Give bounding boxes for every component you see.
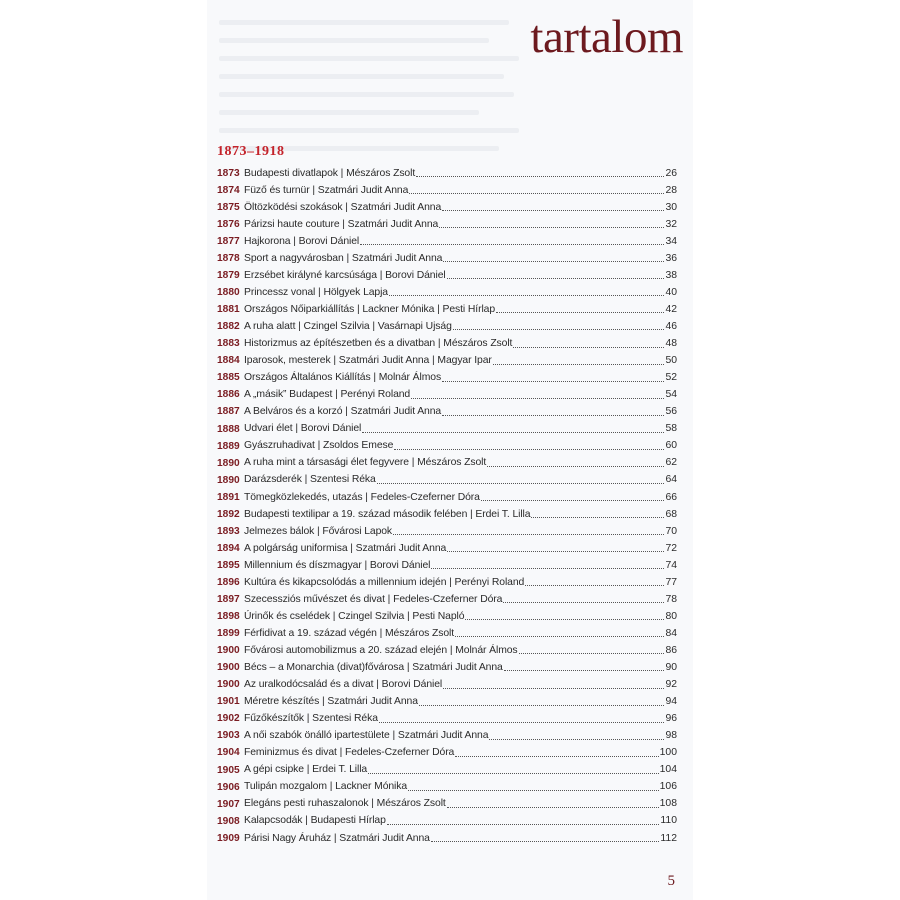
toc-title: Országos Nőiparkiállítás | Lackner Mónika | Pesti Hírlap xyxy=(244,303,496,315)
section-heading: 1873–1918 xyxy=(217,144,285,159)
toc-year: 1891 xyxy=(217,491,240,503)
toc-title: Princessz vonal | Hölgyek Lapja xyxy=(244,286,388,298)
book-page xyxy=(207,0,693,900)
toc-title: A ruha alatt | Czingel Szilvia | Vasárnapi Ujság xyxy=(244,321,452,333)
toc-year: 1905 xyxy=(217,764,240,776)
toc-entry xyxy=(217,708,677,725)
toc-year: 1907 xyxy=(217,798,240,810)
toc-year: 1878 xyxy=(217,253,240,265)
toc-title: Az uralkodócsalád és a divat | Borovi Dániel xyxy=(244,679,443,691)
toc-title: A női szabók önálló ipartestülete | Szatmári Judit Anna xyxy=(244,730,489,742)
toc-page: 42 xyxy=(665,303,677,315)
dot-leader xyxy=(394,449,664,450)
toc-page: 80 xyxy=(665,610,677,622)
toc-page: 106 xyxy=(659,781,677,793)
dot-leader xyxy=(442,210,664,211)
dot-leader xyxy=(431,841,660,842)
toc-page: 96 xyxy=(665,713,677,725)
show-through-text xyxy=(219,20,519,164)
dot-leader xyxy=(493,364,665,365)
dot-leader xyxy=(513,347,664,348)
toc-year: 1908 xyxy=(217,815,240,827)
dot-leader xyxy=(453,329,665,330)
toc-entry xyxy=(217,656,677,673)
dot-leader xyxy=(443,261,664,262)
toc-entry xyxy=(217,367,677,384)
toc-year: 1890 xyxy=(217,457,240,469)
dot-leader xyxy=(455,636,664,637)
toc-title: Darázsderék | Szentesi Réka xyxy=(244,474,376,486)
toc-entry xyxy=(217,281,677,298)
toc-page: 46 xyxy=(665,321,677,333)
toc-year: 1909 xyxy=(217,832,240,844)
toc-entry xyxy=(217,554,677,571)
dot-leader xyxy=(368,773,659,774)
toc-title: Gyászruhadivat | Zsoldos Emese xyxy=(244,440,394,452)
toc-title: Úrinők és cselédek | Czingel Szilvia | Pesti Napló xyxy=(244,610,465,622)
toc-page: 108 xyxy=(659,798,677,810)
dot-leader xyxy=(447,551,664,552)
toc-entry xyxy=(217,691,677,708)
dot-leader xyxy=(519,653,665,654)
dot-leader xyxy=(409,193,664,194)
toc-title: Párisi Nagy Áruház | Szatmári Judit Anna xyxy=(244,832,430,844)
toc-entry xyxy=(217,776,677,793)
toc-entry xyxy=(217,418,677,435)
page-title: tartalom xyxy=(530,11,683,63)
toc-page: 64 xyxy=(665,474,677,486)
dot-leader xyxy=(447,278,665,279)
dot-leader xyxy=(487,466,664,467)
dot-leader xyxy=(442,381,664,382)
toc-entry xyxy=(217,179,677,196)
dot-leader xyxy=(439,227,664,228)
toc-year: 1894 xyxy=(217,542,240,554)
toc-entry xyxy=(217,742,677,759)
toc-entry xyxy=(217,333,677,350)
toc-year: 1876 xyxy=(217,218,240,230)
toc-year: 1874 xyxy=(217,184,240,196)
toc-entry xyxy=(217,213,677,230)
toc-year: 1883 xyxy=(217,338,240,350)
toc-entry xyxy=(217,350,677,367)
toc-page: 66 xyxy=(665,491,677,503)
toc-title: Országos Általános Kiállítás | Molnár Álmos xyxy=(244,372,442,384)
toc-page: 28 xyxy=(665,184,677,196)
toc-entry xyxy=(217,384,677,401)
toc-page: 74 xyxy=(665,559,677,571)
toc-title: Sport a nagyvárosban | Szatmári Judit Anna xyxy=(244,252,443,264)
dot-leader xyxy=(443,688,664,689)
toc-title: Méretre készítés | Szatmári Judit Anna xyxy=(244,696,418,708)
toc-year: 1902 xyxy=(217,713,240,725)
toc-title: Millennium és díszmagyar | Borovi Dániel xyxy=(244,559,431,571)
toc-title: Kultúra és kikapcsolódás a millennium idején | Perényi Roland xyxy=(244,576,525,588)
toc-year: 1900 xyxy=(217,645,240,657)
toc-page: 56 xyxy=(665,406,677,418)
toc-title: Szecessziós művészet és divat | Fedeles-Czeferner Dóra xyxy=(244,593,503,605)
toc-year: 1903 xyxy=(217,730,240,742)
toc-entry xyxy=(217,401,677,418)
dot-leader xyxy=(442,415,664,416)
toc-entry xyxy=(217,810,677,827)
toc-year: 1890 xyxy=(217,474,240,486)
toc-page: 34 xyxy=(665,235,677,247)
dot-leader xyxy=(496,312,664,313)
page-number: 5 xyxy=(667,873,675,889)
toc-title: A polgárság uniformisa | Szatmári Judit Anna xyxy=(244,542,447,554)
toc-title: Elegáns pesti ruhaszalonok | Mészáros Zsolt xyxy=(244,798,446,810)
toc-entry xyxy=(217,503,677,520)
toc-entry xyxy=(217,247,677,264)
toc-page: 58 xyxy=(665,423,677,435)
toc-year: 1896 xyxy=(217,576,240,588)
toc-year: 1888 xyxy=(217,423,240,435)
toc-year: 1887 xyxy=(217,406,240,418)
toc-year: 1873 xyxy=(217,167,240,179)
toc-title: Férfidivat a 19. század végén | Mészáros Zsolt xyxy=(244,627,455,639)
toc-page: 94 xyxy=(665,696,677,708)
toc-title: Fűzőkészítők | Szentesi Réka xyxy=(244,713,378,725)
toc-title: Tulipán mozgalom | Lackner Mónika xyxy=(244,781,408,793)
toc-page: 110 xyxy=(660,815,677,827)
toc-entry xyxy=(217,725,677,742)
dot-leader xyxy=(447,807,659,808)
toc-page: 90 xyxy=(665,662,677,674)
toc-year: 1904 xyxy=(217,747,240,759)
toc-entry xyxy=(217,639,677,656)
toc-title: A ruha mint a társasági élet fegyvere | Mészáros Zsolt xyxy=(244,457,487,469)
toc-entry xyxy=(217,827,677,844)
dot-leader xyxy=(419,705,665,706)
toc-entry xyxy=(217,622,677,639)
toc-entry xyxy=(217,196,677,213)
toc-entry xyxy=(217,162,677,179)
toc-entry xyxy=(217,759,677,776)
dot-leader xyxy=(489,739,664,740)
toc-year: 1880 xyxy=(217,287,240,299)
toc-entry xyxy=(217,486,677,503)
toc-year: 1889 xyxy=(217,440,240,452)
toc-year: 1882 xyxy=(217,321,240,333)
toc-year: 1898 xyxy=(217,611,240,623)
toc-title: A gépi csipke | Erdei T. Lilla xyxy=(244,764,368,776)
dot-leader xyxy=(379,722,665,723)
toc-page: 86 xyxy=(665,644,677,656)
toc-entry xyxy=(217,674,677,691)
toc-year: 1900 xyxy=(217,662,240,674)
dot-leader xyxy=(481,500,665,501)
toc-title: Kalapcsodák | Budapesti Hírlap xyxy=(244,815,386,827)
toc-title: Budapesti textilipar a 19. század második felében | Erdei T. Lilla xyxy=(244,508,531,520)
toc-title: Erzsébet királyné karcsúsága | Borovi Dániel xyxy=(244,269,446,281)
toc-entry xyxy=(217,793,677,810)
toc-entry xyxy=(217,469,677,486)
dot-leader xyxy=(504,670,665,671)
toc-year: 1881 xyxy=(217,304,240,316)
toc-year: 1897 xyxy=(217,594,240,606)
toc-page: 100 xyxy=(659,747,677,759)
toc-entry xyxy=(217,571,677,588)
toc-year: 1900 xyxy=(217,679,240,691)
toc-entry xyxy=(217,230,677,247)
toc-page: 77 xyxy=(665,576,677,588)
toc-page: 32 xyxy=(665,218,677,230)
toc-page: 26 xyxy=(665,167,677,179)
toc-page: 72 xyxy=(665,542,677,554)
toc-title: Jelmezes bálok | Fővárosi Lapok xyxy=(244,525,393,537)
toc-title: Iparosok, mesterek | Szatmári Judit Anna | Magyar Ipar xyxy=(244,355,492,367)
dot-leader xyxy=(408,790,659,791)
toc-page: 92 xyxy=(665,679,677,691)
dot-leader xyxy=(531,517,664,518)
toc-page: 52 xyxy=(665,372,677,384)
toc-year: 1886 xyxy=(217,389,240,401)
toc-title: Fővárosi automobilizmus a 20. század elején | Molnár Álmos xyxy=(244,644,518,656)
toc-entry xyxy=(217,452,677,469)
dot-leader xyxy=(416,176,664,177)
toc-year: 1879 xyxy=(217,270,240,282)
toc-entry xyxy=(217,264,677,281)
toc-year: 1885 xyxy=(217,372,240,384)
dot-leader xyxy=(360,244,664,245)
toc-page: 112 xyxy=(660,832,677,844)
toc-title: Historizmus az építészetben és a divatban | Mészáros Zsolt xyxy=(244,338,513,350)
toc-year: 1893 xyxy=(217,525,240,537)
toc-title: A Belváros és a korzó | Szatmári Judit Anna xyxy=(244,406,442,418)
toc-year: 1895 xyxy=(217,559,240,571)
toc-year: 1901 xyxy=(217,696,240,708)
toc-title: Feminizmus és divat | Fedeles-Czeferner Dóra xyxy=(244,747,455,759)
toc-title: Udvari élet | Borovi Dániel xyxy=(244,423,362,435)
toc-year: 1884 xyxy=(217,355,240,367)
toc-entry xyxy=(217,435,677,452)
dot-leader xyxy=(393,534,664,535)
toc-page: 84 xyxy=(665,627,677,639)
dot-leader xyxy=(362,432,664,433)
toc-year: 1899 xyxy=(217,628,240,640)
toc-title: Bécs – a Monarchia (divat)fővárosa | Szatmári Judit Anna xyxy=(244,662,503,674)
toc-year: 1875 xyxy=(217,201,240,213)
toc-title: Öltözködési szokások | Szatmári Judit Anna xyxy=(244,201,442,213)
toc-entry xyxy=(217,298,677,315)
toc-page: 60 xyxy=(665,440,677,452)
toc-page: 70 xyxy=(665,525,677,537)
toc-page: 30 xyxy=(665,201,677,213)
toc-page: 104 xyxy=(659,764,677,776)
toc-entry xyxy=(217,537,677,554)
toc-title: A „másik” Budapest | Perényi Roland xyxy=(244,389,411,401)
toc-page: 68 xyxy=(665,508,677,520)
toc-page: 36 xyxy=(665,252,677,264)
toc-year: 1892 xyxy=(217,508,240,520)
dot-leader xyxy=(455,756,658,757)
toc-title: Hajkorona | Borovi Dániel xyxy=(244,235,360,247)
toc-entry xyxy=(217,315,677,332)
toc-page: 98 xyxy=(665,730,677,742)
toc-entry xyxy=(217,520,677,537)
toc-entry xyxy=(217,605,677,622)
toc-title: Füző és turnür | Szatmári Judit Anna xyxy=(244,184,409,196)
toc-page: 40 xyxy=(665,286,677,298)
toc-page: 62 xyxy=(665,457,677,469)
toc-page: 38 xyxy=(665,269,677,281)
dot-leader xyxy=(431,568,664,569)
dot-leader xyxy=(377,483,665,484)
toc-title: Budapesti divatlapok | Mészáros Zsolt xyxy=(244,167,416,179)
toc-title: Párizsi haute couture | Szatmári Judit Anna xyxy=(244,218,439,230)
toc-page: 54 xyxy=(665,389,677,401)
dot-leader xyxy=(503,602,664,603)
dot-leader xyxy=(389,295,664,296)
toc-title: Tömegközlekedés, utazás | Fedeles-Czeferner Dóra xyxy=(244,491,480,503)
toc-page: 50 xyxy=(665,355,677,367)
dot-leader xyxy=(465,619,664,620)
toc-year: 1877 xyxy=(217,235,240,247)
dot-leader xyxy=(411,398,664,399)
toc-year: 1906 xyxy=(217,781,240,793)
toc-page: 78 xyxy=(665,593,677,605)
toc-page: 48 xyxy=(665,338,677,350)
dot-leader xyxy=(525,585,664,586)
toc-entry xyxy=(217,588,677,605)
dot-leader xyxy=(387,824,660,825)
